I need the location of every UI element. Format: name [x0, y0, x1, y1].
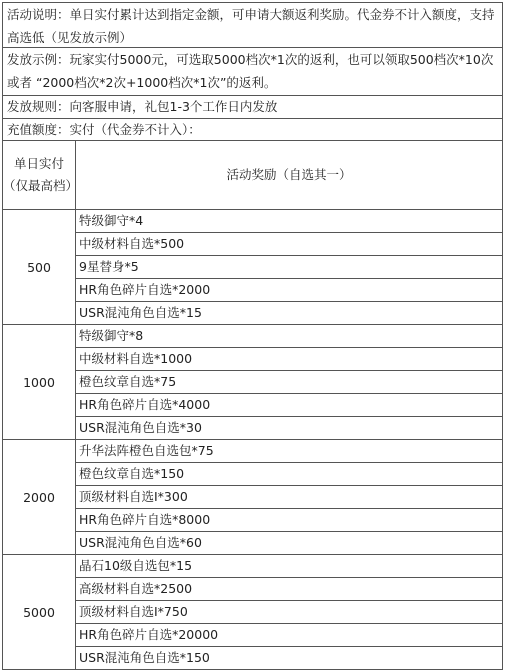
table-row	[3, 463, 503, 486]
table-row	[3, 647, 503, 670]
reward-item: HR角色碎片自选*8000	[76, 509, 503, 532]
reward-item: 特级御守*8	[76, 325, 503, 348]
table-row	[3, 325, 503, 348]
table-row	[3, 440, 503, 463]
header-daily-payment: 单日实付（仅最高档）	[3, 141, 76, 210]
table-row	[3, 348, 503, 371]
table-row	[3, 302, 503, 325]
tier-amount: 500	[3, 210, 76, 325]
table-row	[3, 578, 503, 601]
table-row	[3, 555, 503, 578]
tier-amount: 5000	[3, 555, 76, 670]
reward-item: 顶级材料自选Ⅰ*750	[76, 601, 503, 624]
reward-table	[2, 140, 503, 670]
reward-item: USR混沌角色自选*30	[76, 417, 503, 440]
reward-item: 中级材料自选*1000	[76, 348, 503, 371]
reward-item: 晶石10级自选包*15	[76, 555, 503, 578]
tier-amount: 1000	[3, 325, 76, 440]
reward-item: USR混沌角色自选*150	[76, 647, 503, 670]
reward-item: USR混沌角色自选*60	[76, 532, 503, 555]
table-row	[3, 532, 503, 555]
reward-item: 9星替身*5	[76, 256, 503, 279]
table-row	[3, 210, 503, 233]
table-row	[3, 256, 503, 279]
table-row	[3, 417, 503, 440]
reward-item: HR角色碎片自选*20000	[76, 624, 503, 647]
table-row	[3, 394, 503, 417]
reward-item: USR混沌角色自选*15	[76, 302, 503, 325]
table-header-row	[3, 141, 503, 210]
reward-item: 特级御守*4	[76, 210, 503, 233]
distribution-rule: 发放规则：向客服申请，礼包1-3个工作日内发放	[2, 95, 503, 118]
reward-item: 升华法阵橙色自选包*75	[76, 440, 503, 463]
reward-item: 橙色纹章自选*150	[76, 463, 503, 486]
reward-item: HR角色碎片自选*2000	[76, 279, 503, 302]
table-row	[3, 233, 503, 256]
activity-description: 活动说明：单日实付累计达到指定金额，可申请大额返利奖励。代金券不计入额度，支持高选低（见发放示例）	[2, 2, 503, 47]
reward-item: 中级材料自选*500	[76, 233, 503, 256]
reward-item: 顶级材料自选Ⅰ*300	[76, 486, 503, 509]
table-row	[3, 624, 503, 647]
reward-item: HR角色碎片自选*4000	[76, 394, 503, 417]
table-row	[3, 279, 503, 302]
table-row	[3, 486, 503, 509]
table-row	[3, 371, 503, 394]
recharge-amount: 充值额度：实付（代金券不计入）：	[2, 118, 503, 140]
reward-item: 橙色纹章自选*75	[76, 371, 503, 394]
table-row	[3, 601, 503, 624]
table-row	[3, 509, 503, 532]
header-rewards: 活动奖励（自选其一）	[76, 141, 503, 210]
distribution-example: 发放示例：玩家实付5000元，可选取5000档次*1次的返利，也可以领取500档次*10次 或者 “2000档次*2次+1000档次*1次”的返利。	[2, 47, 503, 95]
tier-amount: 2000	[3, 440, 76, 555]
reward-item: 高级材料自选*2500	[76, 578, 503, 601]
